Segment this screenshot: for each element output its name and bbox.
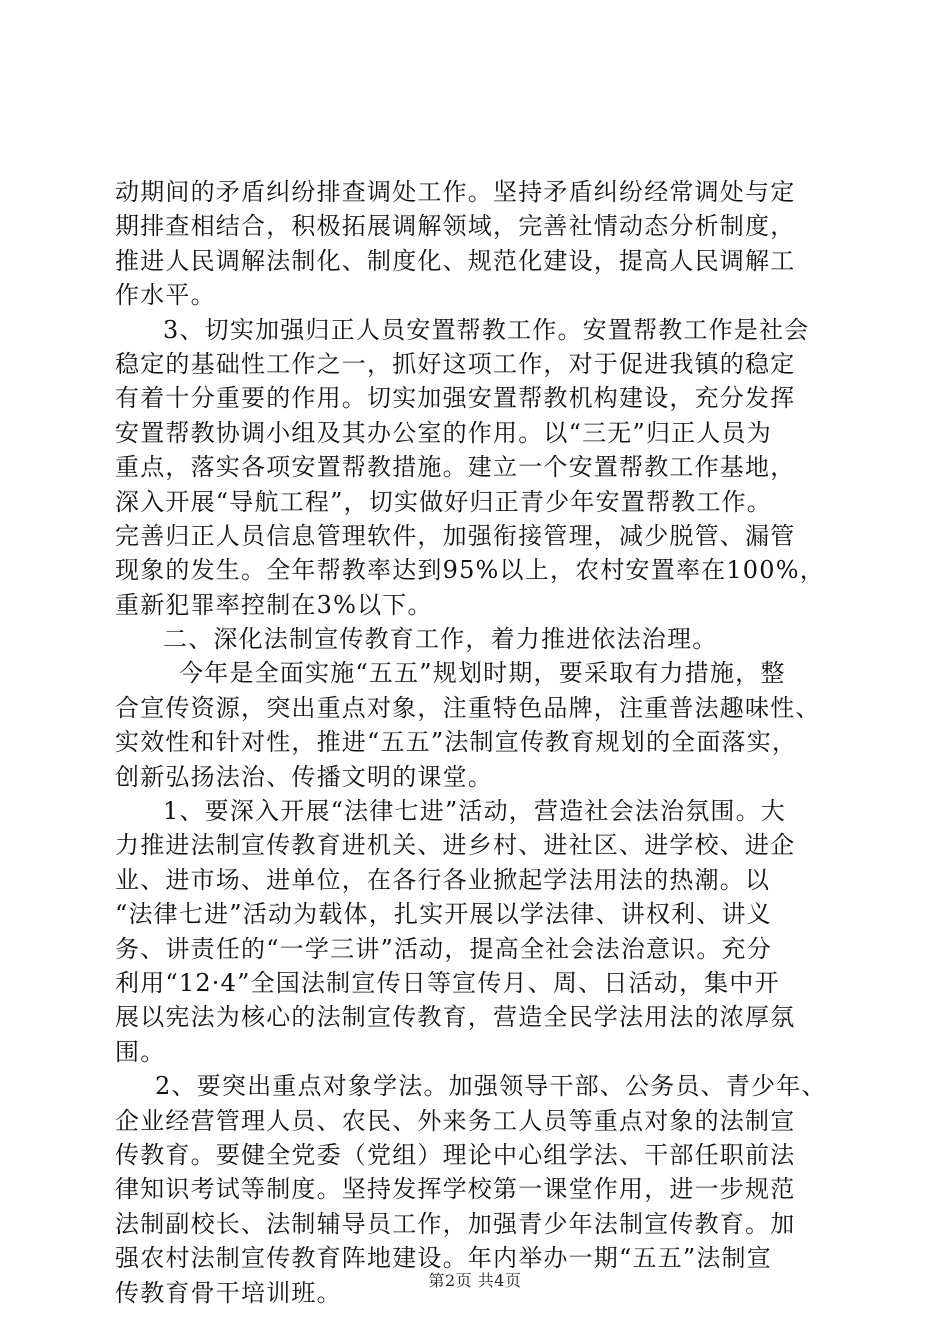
text-line: 有着十分重要的作用。切实加强安置帮教机构建设，充分发挥 xyxy=(115,384,796,413)
text-line: 完善归正人员信息管理软件，加强衔接管理，减少脱管、漏管 xyxy=(115,521,796,550)
text-line: 稳定的基础性工作之一，抓好这项工作，对于促进我镇的稳定 xyxy=(115,349,796,378)
text-line: 业、进市场、进单位，在各行各业掀起学法用法的热潮。以 xyxy=(115,865,771,894)
text-line: 务、讲责任的“一学三讲”活动，提高全社会法治意识。充分 xyxy=(115,934,772,963)
section-heading: 二、深化法制宣传教育工作，着力推进依法治理。 xyxy=(163,625,718,654)
text-line: 围。 xyxy=(115,1037,166,1066)
text-line: 律知识考试等制度。坚持发挥学校第一课堂作用，进一步规范 xyxy=(115,1175,796,1204)
text-line: 3、切实加强归正人员安置帮教工作。安置帮教工作是社会 xyxy=(163,315,810,344)
page-number-footer: 第2页 共4页 xyxy=(428,1271,522,1290)
text-line: 创新弘扬法治、传播文明的课堂。 xyxy=(115,762,493,791)
text-line: “法律七进”活动为载体，扎实开展以学法律、讲权利、讲义 xyxy=(115,900,772,929)
text-line: 1、要深入开展“法律七进”活动，营造社会法治氛围。大 xyxy=(163,797,787,826)
text-line: 传教育骨干培训班。 xyxy=(115,1278,342,1307)
text-line: 实效性和针对性，推进“五五”法制宣传教育规划的全面落实， xyxy=(115,728,798,757)
text-line: 重新犯罪率控制在3%以下。 xyxy=(115,590,433,619)
text-line: 企业经营管理人员、农民、外来务工人员等重点对象的法制宣 xyxy=(115,1106,796,1135)
text-line: 合宣传资源，突出重点对象，注重特色品牌，注重普法趣味性、 xyxy=(115,693,821,722)
text-line: 今年是全面实施“五五”规划时期，要采取有力措施，整 xyxy=(179,659,786,688)
text-line: 重点，落实各项安置帮教措施。建立一个安置帮教工作基地， xyxy=(115,453,796,482)
text-line: 强农村法制宣传教育阵地建设。年内举办一期“五五”法制宣 xyxy=(115,1244,772,1273)
text-line: 利用“12·4”全国法制宣传日等宣传月、周、日活动，集中开 xyxy=(115,968,780,997)
text-line: 深入开展“导航工程”，切实做好归正青少年安置帮教工作。 xyxy=(115,487,772,516)
text-line: 2、要突出重点对象学法。加强领导干部、公务员、青少年、 xyxy=(155,1072,827,1101)
text-line: 推进人民调解法制化、制度化、规范化建设，提高人民调解工 xyxy=(115,246,796,275)
text-line: 法制副校长、法制辅导员工作，加强青少年法制宣传教育。加 xyxy=(115,1209,796,1238)
text-line: 展以宪法为核心的法制宣传教育，营造全民学法用法的浓厚氛 xyxy=(115,1003,796,1032)
text-line: 安置帮教协调小组及其办公室的作用。以“三无”归正人员为 xyxy=(115,418,772,447)
text-line: 传教育。要健全党委（党组）理论中心组学法、干部任职前法 xyxy=(115,1140,796,1169)
text-line: 力推进法制宣传教育进机关、进乡村、进社区、进学校、进企 xyxy=(115,831,796,860)
text-line: 现象的发生。全年帮教率达到95%以上，农村安置率在100%， xyxy=(115,556,825,585)
text-line: 动期间的矛盾纠纷排查调处工作。坚持矛盾纠纷经常调处与定 xyxy=(115,178,796,206)
document-body xyxy=(115,175,845,1310)
text-line: 期排查相结合，积极拓展调解领域，完善社情动态分析制度， xyxy=(115,212,796,241)
text-line: 作水平。 xyxy=(115,281,216,310)
